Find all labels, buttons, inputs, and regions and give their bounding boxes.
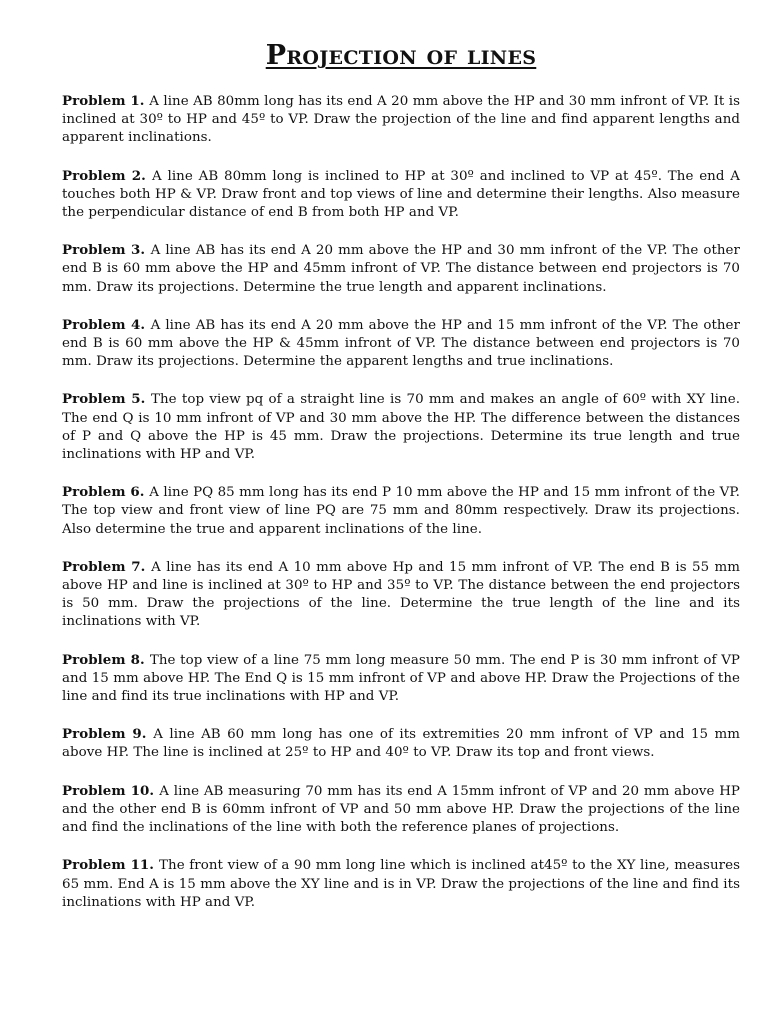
problem-text: A line AB has its end A 20 mm above the HP and 30 mm infront of the VP. The other end B is 60 mm above the HP and 45mm infront of VP. The distance between end projectors is 70 mm. Draw its projections. Determine the true length and apparent inclinations. bbox=[62, 243, 740, 295]
problem-text: The top view pq of a straight line is 70 mm and makes an angle of 60º with XY line. The end Q is 10 mm infront of VP and 30 mm above the HP. The difference between the distances of P and Q above the HP is 45 mm. Draw the projections. Determine its true length and true inclinations with HP and VP. bbox=[62, 392, 741, 463]
document-page bbox=[62, 38, 740, 931]
problem-text: A line AB 80mm long is inclined to HP at 30º and inclined to VP at 45º. The end A touches both HP & VP. Draw front and top views of line and determine their lengths. Also measure the perpendicular distance of end B from both HP and VP. bbox=[62, 168, 740, 221]
problem-label: Problem 1. bbox=[62, 93, 145, 109]
problem-1 bbox=[62, 92, 740, 148]
problem-2 bbox=[62, 167, 740, 223]
problem-3 bbox=[62, 241, 740, 297]
problem-label: Problem 11. bbox=[62, 857, 155, 874]
problem-text: A line AB has its end A 20 mm above the HP and 15 mm infront of the VP. The other end B is 60 mm above the HP & 45mm infront of VP. The distance between end projectors is 70 mm. Draw its projections. Determine the apparent lengths and true inclinations. bbox=[62, 317, 740, 370]
problem-label: Problem 6. bbox=[62, 484, 145, 501]
problem-label: Problem 9. bbox=[62, 726, 147, 743]
problem-text: The top view of a line 75 mm long measure 50 mm. The end P is 30 mm infront of VP and 15 mm above HP. The End Q is 15 mm infront of VP and above HP. Draw the Projections of the line and find its true inclinations with HP and VP. bbox=[62, 652, 740, 705]
problem-9 bbox=[62, 725, 740, 762]
problem-label: Problem 4. bbox=[62, 316, 146, 333]
problem-label: Problem 3. bbox=[62, 242, 146, 259]
problem-label: Problem 8. bbox=[62, 651, 145, 668]
problem-label: Problem 7. bbox=[62, 558, 146, 575]
problem-text: A line AB measuring 70 mm has its end A 15mm infront of VP and 20 mm above HP and the other end B is 60mm infront of VP and 50 mm above HP. Draw the projections of the line and find the inclinations of the line with both the reference planes of projections. bbox=[62, 783, 740, 836]
problem-7 bbox=[62, 558, 740, 632]
problem-text: A line has its end A 10 mm above Hp and 15 mm infront of VP. The end B is 55 mm above HP and line is inclined at 30º to HP and 35º to VP. The distance between the end projectors is 50 mm. Draw the projections of the line. Determine the true length of the line and its inclinations with VP. bbox=[62, 559, 740, 630]
problem-text: A line AB 60 mm long has one of its extremities 20 mm infront of VP and 15 mm above HP. The line is inclined at 25º to HP and 40º to VP. Draw its top and front views. bbox=[62, 727, 740, 761]
problem-text: A line AB 80mm long has its end A 20 mm above the HP and 30 mm infront of VP. It is inclined at 30º to HP and 45º to VP. Draw the projection of the line and find apparent lengths and apparent inclinations. bbox=[62, 94, 740, 146]
problem-6 bbox=[62, 483, 740, 539]
problem-10 bbox=[62, 782, 740, 838]
problem-5 bbox=[62, 390, 740, 464]
problem-text: The front view of a 90 mm long line which is inclined at45º to the XY line, measures 65 mm. End A is 15 mm above the XY line and is in VP. Draw the projections of the line and find its inclinations with HP and VP. bbox=[62, 858, 740, 910]
problem-label: Problem 5. bbox=[62, 391, 146, 408]
problem-label: Problem 10. bbox=[62, 782, 155, 799]
problem-4 bbox=[62, 316, 740, 372]
problem-text: A line PQ 85 mm long has its end P 10 mm above the HP and 15 mm infront of the VP. The top view and front view of line PQ are 75 mm and 80mm respectively. Draw its projections. Also determine the true and apparent inclinations of the line. bbox=[62, 485, 740, 537]
problem-8 bbox=[62, 651, 740, 707]
page-title: Projection of lines bbox=[265, 40, 537, 71]
problem-label: Problem 2. bbox=[62, 167, 146, 184]
problem-11 bbox=[62, 856, 740, 912]
